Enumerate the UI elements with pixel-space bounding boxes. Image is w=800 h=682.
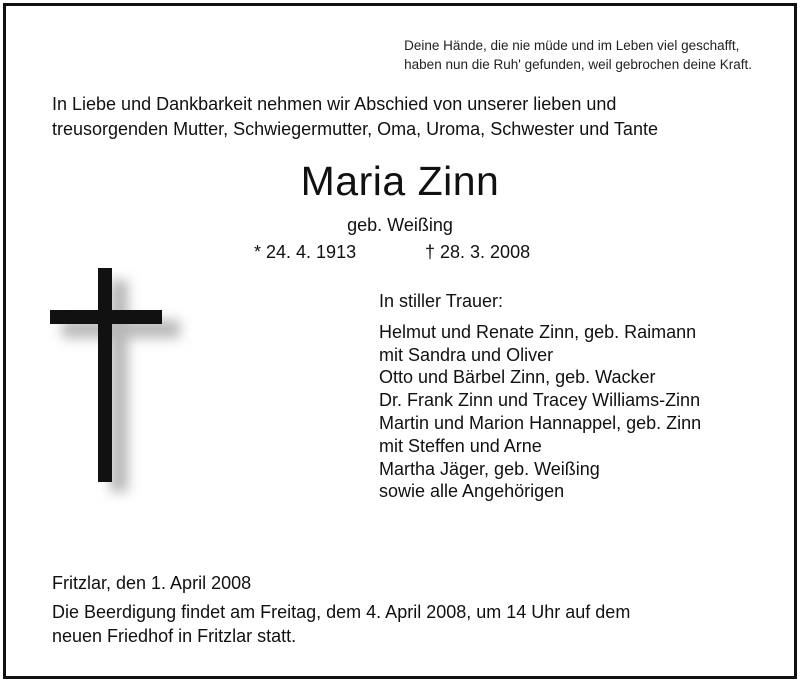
list-item: Dr. Frank Zinn und Tracey Williams-Zinn [379,390,701,411]
latin-cross-icon [50,268,180,498]
list-item: Martha Jäger, geb. Weißing [379,458,600,479]
intro-line: treusorgenden Mutter, Schwiegermutter, Oma, Uroma, Schwester und Tante [52,119,658,139]
mourners-block [379,290,701,503]
funeral-line: Die Beerdigung findet am Freitag, dem 4. April 2008, um 14 Uhr auf dem [52,602,631,622]
list-item: Martin und Marion Hannappel, geb. Zinn [379,412,702,433]
list-item: Otto und Bärbel Zinn, geb. Wacker [379,367,656,388]
list-item: mit Sandra und Oliver [379,344,554,365]
death-date: † 28. 3. 2008 [425,242,531,262]
intro-text [52,92,658,142]
maiden-name: geb. Weißing [347,215,453,235]
intro-line: In Liebe und Dankbarkeit nehmen wir Abschied von unserer lieben und [52,94,617,114]
funeral-line: neuen Friedhof in Fritzlar statt. [52,626,297,646]
place-date: Fritzlar, den 1. April 2008 [52,573,252,593]
cross-vertical-bar [98,268,112,482]
list-item: Helmut und Renate Zinn, geb. Raimann [379,321,697,342]
motto-line: haben nun die Ruh' gefunden, weil gebrochen deine Kraft. [404,57,752,72]
birth-date: * 24. 4. 1913 [254,242,357,262]
mourners-heading: In stiller Trauer: [379,291,504,311]
mourners-list [379,321,701,503]
list-item: mit Steffen und Arne [379,435,542,456]
motto-verse [404,36,752,74]
funeral-notice [52,600,630,648]
deceased-name: Maria Zinn [300,158,500,204]
motto-line: Deine Hände, die nie müde und im Leben viel geschafft, [404,38,740,53]
cross-horizontal-bar [50,310,162,324]
list-item: sowie alle Angehörigen [379,481,565,502]
